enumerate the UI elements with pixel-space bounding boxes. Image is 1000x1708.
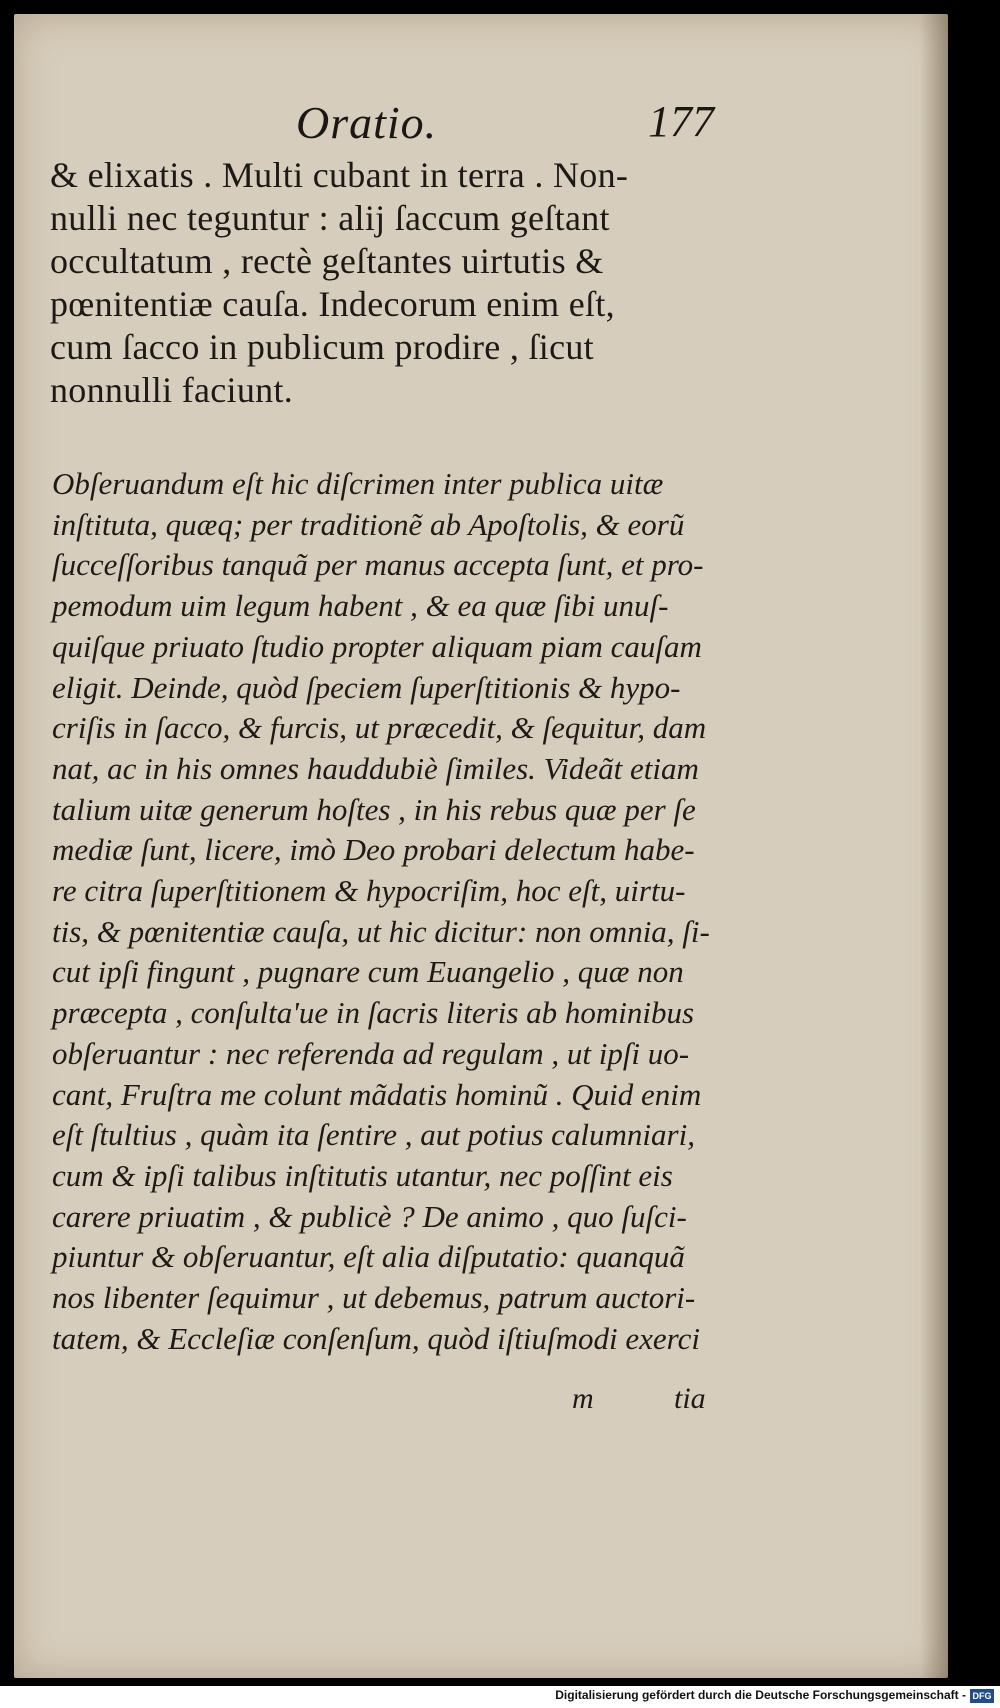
text-line: obſeruantur : nec referenda ad regulam , ut ipſi uo- [52,1035,690,1071]
text-line: carere priuatim , & publicè ? De animo , quo ſuſci- [52,1198,687,1234]
dfg-logo: DFG [970,1689,994,1703]
running-head: Oratio. [296,97,438,148]
text-line: eligit. Deinde, quòd ſpeciem ſuperſtitionis & hypo- [52,669,681,705]
text-line: occultatum , rectè geſtantes uirtutis & [50,241,604,281]
catchword: tia [674,1382,706,1415]
text-line: inſtituta, quæq; per traditionẽ ab Apoſtolis, & eorũ [52,506,685,542]
text-line: eſt ſtultius , quàm ita ſentire , aut potius calumniari, [52,1117,695,1153]
text-line: tatem, & Eccleſiæ conſenſum, quòd iſtiuſmodi exerci [52,1320,700,1356]
text-line: mediæ ſunt, licere, imò Deo probari delectum habe- [52,832,695,868]
roman-text-block [50,154,720,412]
text-line: tis, & pœnitentiæ cauſa, ut hic dicitur: non omnia, ſi- [52,913,710,949]
text-line: piuntur & obſeruantur, eſt alia diſputatio: quanquã [52,1239,685,1275]
text-line: cant, Fruſtra me colunt mãdatis hominũ . Quid enim [52,1076,702,1112]
book-page [14,14,948,1678]
text-line: re citra ſuperſtitionem & hypocriſim, hoc eſt, uirtu- [52,873,686,909]
text-line: ſucceſſoribus tanquã per manus accepta ſunt, et pro- [52,547,704,583]
text-line: pemodum uim legum habent , & ea quæ ſibi unuſ- [52,588,669,624]
text-line: Obſeruandum eſt hic diſcrimen inter publica uitæ [52,466,664,501]
text-line: cut ipſi fingunt , pugnare cum Euangelio , quæ non [52,954,684,990]
text-line: nos libenter ſequimur , ut debemus, patrum auctori- [52,1280,696,1316]
text-line: præcepta , conſulta'ue in ſacris literis ab hominibus [52,995,695,1031]
funding-notice: Digitalisierung gefördert durch die Deutsche Forschungsgemeinschaft - [555,1688,966,1702]
text-line: & elixatis . Multi cubant in terra . Non- [50,155,629,195]
text-line: cum ſacco in publicum prodire , ſicut [50,327,594,367]
text-line: nulli nec teguntur : alij ſaccum geſtant [50,198,610,238]
text-line: criſis in ſacco, & furcis, ut præcedit, & ſequitur, dam [52,710,707,746]
italic-commentary-block [52,464,722,1359]
signature-mark: m [572,1382,594,1415]
catchword-line [52,1382,722,1422]
funding-ribbon [0,1686,1000,1708]
page-number: 177 [648,97,714,146]
text-line: nonnulli faciunt. [50,370,294,410]
text-line: nat, ac in his omnes hauddubiè ſimiles. Videãt etiam [52,750,699,786]
text-line: pœnitentiæ cauſa. Indecorum enim eſt, [50,284,615,324]
text-line: quiſque priuato ſtudio propter aliquam piam cauſam [52,628,702,664]
page-header [54,96,714,156]
text-line: talium uitæ generum hoſtes , in his rebus quæ per ſe [52,791,696,827]
text-line: cum & ipſi talibus inſtitutis utantur, nec poſſint eis [52,1157,673,1193]
